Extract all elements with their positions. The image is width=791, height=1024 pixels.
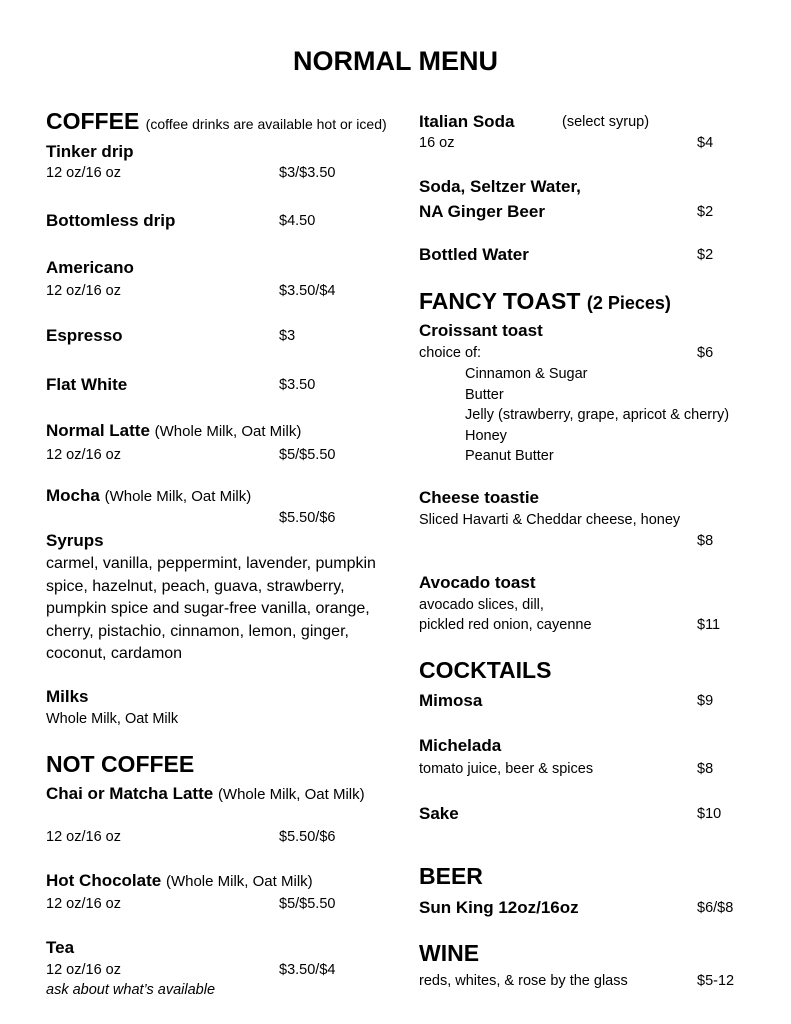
latte-size: 12 oz/16 oz [46,447,121,463]
wine-desc: reds, whites, & rose by the glass [419,973,628,989]
coffee-heading-text: COFFEE [46,108,140,134]
chai-milk-options: (Whole Milk, Oat Milk) [217,786,365,803]
michelada-desc: tomato juice, beer & spices [419,761,594,777]
coffee-note: (coffee drinks are available hot or iced) [145,116,387,132]
item-syrups: Syrups [46,531,104,550]
avocado-desc-line2: pickled red onion, cayenne [419,617,592,633]
beer-heading: BEER [419,863,483,889]
item-sake: Sake [419,804,459,823]
wine-price: $5-12 [697,973,735,989]
sake-price: $10 [697,806,722,822]
croissant-option: Honey [465,428,507,444]
espresso-price: $3 [279,328,296,344]
tinker-size: 12 oz/16 oz [46,165,121,181]
item-avocado-toast: Avocado toast [419,573,536,592]
americano-price: $3.50/$4 [279,283,336,299]
item-sun-king: Sun King 12oz/16oz [419,898,579,917]
bottled-water-price: $2 [697,247,714,263]
item-espresso: Espresso [46,326,123,345]
hot-chocolate-size: 12 oz/16 oz [46,896,121,912]
coffee-heading [46,108,387,135]
syrups-list: carmel, vanilla, peppermint, lavender, pumpkin spice, hazelnut, peach, guava, strawberry, pumpkin spice and sugar-free vanilla, orange, cherry, pistachio, cinnamon, lemon, ginger, coconut, cardamon [46,555,376,662]
not-coffee-heading: NOT COFFEE [46,751,195,777]
wine-heading: WINE [419,940,480,966]
hot-chocolate-price: $5/$5.50 [279,896,336,912]
item-italian-soda: Italian Soda [419,112,515,131]
latte-name: Normal Latte [46,421,150,440]
item-bottomless-drip: Bottomless drip [46,211,176,230]
fancy-toast-note: (2 Pieces) [586,293,671,313]
item-michelada: Michelada [419,736,502,755]
avocado-desc-line1: avocado slices, dill, [419,597,544,613]
mocha-price: $5.50/$6 [279,510,336,526]
croissant-option: Cinnamon & Sugar [465,366,588,382]
item-croissant-toast: Croissant toast [419,321,543,340]
milks-list: Whole Milk, Oat Milk [46,711,179,727]
cocktails-heading: COCKTAILS [419,657,552,683]
chai-size: 12 oz/16 oz [46,829,121,845]
bottomless-price: $4.50 [279,213,316,229]
item-normal-latte [46,421,301,441]
tinker-price: $3/$3.50 [279,165,336,181]
mocha-name: Mocha [46,486,100,505]
item-flat-white: Flat White [46,375,128,394]
flat-white-price: $3.50 [279,377,316,393]
chai-name: Chai or Matcha Latte [46,784,214,803]
item-tinker-drip: Tinker drip [46,142,134,161]
croissant-option: Peanut Butter [465,448,554,464]
soda-price: $2 [697,204,714,220]
fancy-toast-heading-text: FANCY TOAST [419,288,581,314]
chai-price: $5.50/$6 [279,829,336,845]
croissant-option: Jelly (strawberry, grape, apricot & cherry) [465,407,730,423]
item-tea: Tea [46,938,75,957]
tea-size: 12 oz/16 oz [46,962,121,978]
latte-milk-options: (Whole Milk, Oat Milk) [154,423,302,440]
mimosa-price: $9 [697,693,714,709]
item-cheese-toastie: Cheese toastie [419,488,539,507]
item-soda-line1: Soda, Seltzer Water, [419,177,581,196]
item-soda-line2: NA Ginger Beer [419,202,545,221]
cheese-toastie-desc: Sliced Havarti & Cheddar cheese, honey [419,512,681,528]
americano-size: 12 oz/16 oz [46,283,121,299]
avocado-price: $11 [697,617,721,633]
croissant-option: Butter [465,387,504,403]
item-milks: Milks [46,687,89,706]
croissant-price: $6 [697,345,714,361]
mocha-milk-options: (Whole Milk, Oat Milk) [104,488,252,505]
item-hot-chocolate [46,871,313,891]
hot-chocolate-name: Hot Chocolate [46,871,162,890]
page-title: NORMAL MENU [293,46,498,76]
item-bottled-water: Bottled Water [419,245,529,264]
fancy-toast-heading [419,288,671,315]
item-chai-matcha-latte [46,784,365,804]
michelada-price: $8 [697,761,714,777]
croissant-choice-label: choice of: [419,345,482,361]
latte-price: $5/$5.50 [279,447,336,463]
tea-price: $3.50/$4 [279,962,336,978]
item-mimosa: Mimosa [419,691,483,710]
italian-soda-note: (select syrup) [562,114,650,130]
italian-soda-size: 16 oz [419,135,455,151]
hot-chocolate-milk-options: (Whole Milk, Oat Milk) [165,873,313,890]
italian-soda-price: $4 [697,135,714,151]
item-americano: Americano [46,258,134,277]
cheese-toastie-price: $8 [697,533,714,549]
item-mocha [46,486,251,506]
tea-note: ask about what’s available [46,982,216,998]
sun-king-price: $6/$8 [697,900,734,916]
